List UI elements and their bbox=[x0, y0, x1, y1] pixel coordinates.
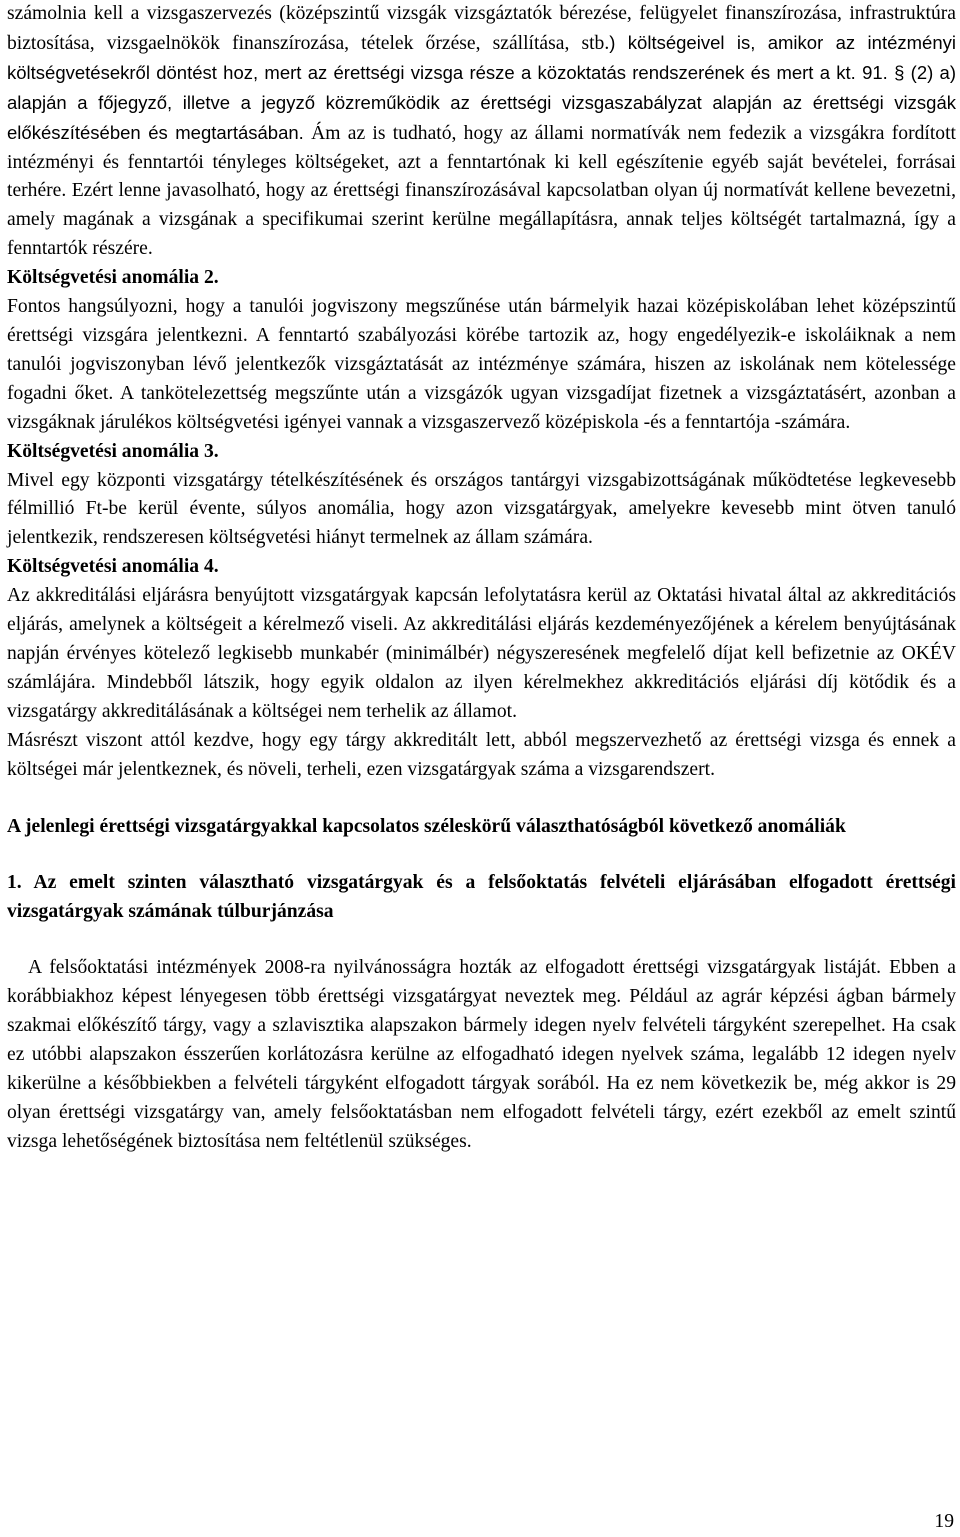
paragraph-text-sans: ) költségeivel is, amikor az intézményi költségvetésekről döntést hoz, mert az érettségi vizsga része a közoktatás rendszerének és mert a kt. 91. § (2) a) alapján a főjegyző, illetve a jegyző közreműködik az érettségi vizsgaszabályzat alapján az érettségi vizsgák előkészítésében és megtartásában. bbox=[7, 31, 956, 143]
section-text-anomaly-2: Fontos hangsúlyozni, hogy a tanulói jogviszony megszűnése után bármelyik hazai középiskolában lehet középszintű érettségi vizsgára jelentkezni. A fenntartó szabályozási körébe tartozik az, hogy engedélyezik-e iskoláiknak a nem tanulói jogviszonyban lévő jelentkezők vizsgáztatását az intézménye számára, hiszen az iskolának nem kötelessége fogadni őket. A tankötelezettség megszűnte után a vizsgázók ugyan vizsgadíjat fizetnek a vizsgáztatásért, azonban a vizsgáknak járulékos költségvetési igényei vannak a vizsgaszervező középiskola -és a fenntartója -számára. bbox=[7, 296, 956, 433]
section-text-anomaly-3: Mivel egy központi vizsgatárgy tételkészítésének és országos tantárgyi vizsgabizottságának működtetése legkevesebb félmillió Ft-be kerül évente, súlyos anomália, hogy azon vizsgatárgyak, amelyekre kevesebb mint ötven tanuló jelentkezik, rendszeresen költségvetési hiányt termelnek az állam számára. bbox=[7, 469, 956, 549]
subsection-heading-1: 1. Az emelt szinten választható vizsgatárgyak és a felsőoktatás felvételi eljárásában elfogadott érettségi vizsgatárgyak számának túlburjánzása bbox=[7, 872, 956, 923]
main-section-heading: A jelenlegi érettségi vizsgatárgyakkal kapcsolatos széleskörű választhatóságból következő anomáliák bbox=[7, 816, 846, 838]
paragraph-budget-intro bbox=[7, 0, 956, 264]
paragraph-text-serif-2: Ám az is tudható, hogy az állami normatívák nem fedezik a vizsgákra fordított intézményi és fenntartói tényleges költségeket, azt a fenntartónak ki kell egészítenie egyéb saját bevételei, forrásai terhére. bbox=[7, 122, 956, 202]
section-text-anomaly-4-part-1: Az akkreditálási eljárásra benyújtott vizsgatárgyak kapcsán lefolytatásra kerül az Oktatási hivatal által az akkreditációs eljárás, amelynek a költségeit a kérelmező viseli. Az akkreditálási eljárás kezdeményezőjének a kérelem benyújtásának napján érvényes kötelező legkisebb munkabér (minimálbér) négyszeresének megfelelő díjat kell befizetnie az OKÉV számlájára. Mindebből látszik, hogy egyik oldalon az ilyen kérelmekhez akkreditációs eljárási díj kötődik és a vizsgatárgy akkreditálásának a költségei nem terhelik az államot. bbox=[7, 585, 956, 722]
section-heading-anomaly-3: Költségvetési anomália 3. bbox=[7, 440, 219, 462]
section-heading-anomaly-2: Költségvetési anomália 2. bbox=[7, 267, 219, 289]
section-heading-anomaly-4: Költségvetési anomália 4. bbox=[7, 556, 219, 578]
section-text-anomaly-4-part-2: Másrészt viszont attól kezdve, hogy egy tárgy akkreditált lett, abból megszervezhető az érettségi vizsga és ennek a költségei már jelentkeznek, és növeli, terheli, ezen vizsgatárgyak száma a vizsgarendszert. bbox=[7, 729, 956, 780]
subsection-text-1: A felsőoktatási intézmények 2008-ra nyilvánosságra hozták az elfogadott érettségi vizsgatárgyak listáját. Ebben a korábbiakhoz képest lényegesen több érettségi vizsgatárgyat neveztek meg. Például az agrár képzési ágban bármely szakmai előkészítő tárgy, vagy a szlavisztika alapszakon bármely idegen nyelv felvételi tárgyként szerepelhet. Ha csak ez utóbbi alapszakon ésszerűen korlátozásra kerülne az elfogadható idegen nyelvek száma, legalább 12 idegen nyelv kikerülne a későbbiekben a felvételi tárgyként elfogadott tárgyak sorából. Ha ez nem következik be, még akkor is 29 olyan érettségi vizsgatárgy van, amely felsőoktatásban nem elfogadott felvételi tárgy, ezért ezekből az emelt szintű vizsga lehetőségének biztosítása nem feltétlenül szükséges. bbox=[7, 957, 956, 1152]
paragraph-text-serif-3: Ezért lenne javasolható, hogy az érettségi finanszírozásával kapcsolatban olyan új normatívát kellene bevezetni, amely magának a vizsgának a specifikumai szerint kerülne megállapításra, annak teljes költségét tartalmazná, így a fenntartók részére. bbox=[7, 180, 956, 260]
page-number: 19 bbox=[934, 1511, 954, 1532]
paragraph-text-serif-1: számolnia kell a vizsgaszervezés (középszintű vizsgák vizsgáztatók bérezése, felügyelet finanszírozása, infrastruktúra biztosítása, vizsgaelnökök finanszírozása, tételek őrzése, szállítása, stb. bbox=[7, 3, 956, 54]
document-page bbox=[7, 0, 956, 1157]
